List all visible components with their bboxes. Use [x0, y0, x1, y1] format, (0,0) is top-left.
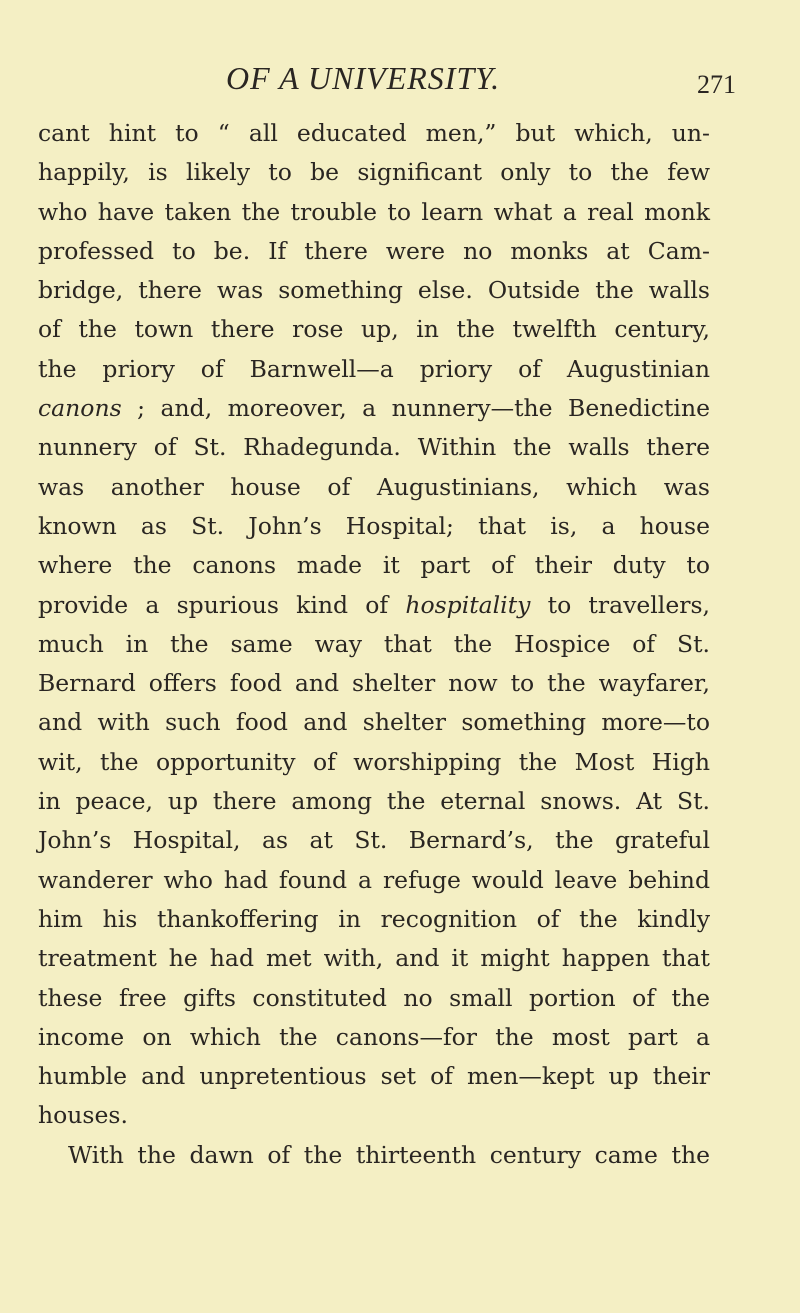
text-line: Bernard offers food and shelter now to the wayfarer,	[38, 669, 710, 698]
text-line: much in the same way that the Hospice of St.	[38, 629, 710, 658]
text-line: the priory of Barnwell—a priory of Augustinian	[38, 354, 710, 383]
text-line	[38, 586, 710, 625]
text-line: nunnery of St. Rhadegunda. Within the walls there	[38, 433, 710, 462]
text-line	[38, 389, 710, 428]
paragraph-end-line: houses.	[38, 1101, 128, 1130]
text-line: income on which the canons—for the most part a	[38, 1022, 710, 1051]
page-number: 271	[697, 70, 736, 99]
text-line: known as St. John’s Hospital; that is, a house	[38, 511, 710, 540]
text-line: who have taken the trouble to learn what a real monk	[38, 197, 710, 226]
text-line: these free gifts constituted no small portion of the	[38, 983, 710, 1012]
text-line: professed to be. If there were no monks at Cam-	[38, 236, 710, 265]
body-text	[38, 114, 710, 1175]
text-line: treatment he had met with, and it might happen that	[38, 944, 710, 973]
text-line: in peace, up there among the eternal snows. At St.	[38, 787, 710, 816]
text-line: happily, is likely to be significant only to the few	[38, 158, 710, 187]
running-title: OF A UNIVERSITY.	[226, 60, 501, 96]
italic-word: hospitality	[405, 590, 531, 619]
text-run: to travellers,	[530, 590, 710, 619]
text-run: ; and, moreover, a nunnery—the Benedictine	[121, 394, 710, 423]
text-line: of the town there rose up, in the twelfth century,	[38, 315, 710, 344]
text-line: wanderer who had found a refuge would leave behind	[38, 865, 710, 894]
text-line: was another house of Augustinians, which was	[38, 472, 710, 501]
text-line: John’s Hospital, as at St. Bernard’s, the grateful	[38, 826, 710, 855]
text-line: humble and unpretentious set of men—kept up their	[38, 1062, 710, 1091]
italic-word: canons	[38, 394, 122, 423]
paragraph-start-line: With the dawn of the thirteenth century came the	[68, 1140, 710, 1169]
text-line: and with such food and shelter something more—to	[38, 708, 710, 737]
text-line: him his thankoffering in recognition of the kindly	[38, 904, 710, 933]
text-run: provide a spurious kind of	[38, 590, 406, 619]
text-line: wit, the opportunity of worshipping the Most High	[38, 747, 710, 776]
text-line: cant hint to “ all educated men,” but which, un-	[38, 119, 710, 147]
text-line: where the canons made it part of their duty to	[38, 551, 710, 580]
text-line: bridge, there was something else. Outside the walls	[38, 276, 710, 305]
